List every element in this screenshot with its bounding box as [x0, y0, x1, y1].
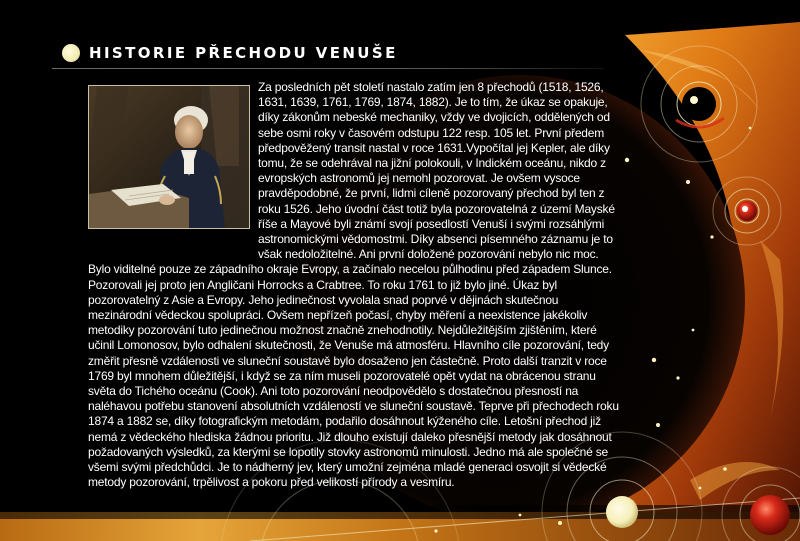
- planet-dark: [682, 87, 716, 121]
- article-text: Za posledních pět století nastalo zatím jen 8 přechodů (1518, 1526, 1631, 1639, 1761, 1769, 1874, 1882). Je to tím, že úkaz se opakuje, díky zákonům nebeské mechaniky, vždy ve dvojicích, oddělených od sebe osmi roky v časovém odstupu 122 resp. 105 let. První předem předpověžený transit nastal v roce 1631.Vypočítal jej Kepler, ale díky tomu, že se odehrával na jižní polokouli, v Indickém oceánu, nikdo z evropských astronomů jej nemohl pozorovat. Je ovšem vysoce pravděpodobné, že první, lidmi cíleně pozorovaný přechod byl ten z roku 1526. Jeho úvodní část totiž byla pozorovatelná z území Mayské říše a Mayové byli známí svojí posedlostí Venuší i svými rozsáhlými astronomickými vědomostmi. Díky absenci písemného záznamu je to však nedoložitelné. Ani první doložené pozorování nebylo nic moc. Bylo viditelné pouze ze západního okraje Evropy, a začínalo necelou půlhodinu před západem Slunce. Pozorovali jej proto jen Angličani Horrocks a Crabtree. To roku 1761 to již bylo jiné. Úkaz byl pozorovatelný z Asie a Evropy. Jeho jedinečnost vyvolala snad poprvé v dějinách skutečnou mezinárodní vědeckou spolupráci. Ovšem nepřízeň počasí, chyby měření a neexistence jakékoliv metodiky pozorování tuto jedinečnou možnost značně znehodnotily. Nejdůležitějším zjištěním, které učinil Lomonosov, bylo odhalení skutečnosti, že Venuše má atmosféru. Hlavního cíle pozorování, tedy změřit přesně vzdálenosti ve sluneční soustavě bylo dosaženo jen částečně. Proto další tranzit v roce 1769 byl mnohem důležitější, i když se za ním museli pozorovatelé opět vydat na obrácenou stranu světa do Tichého oceánu (Cook). Ani toto pozorování neodpovědělo s dostatečnou přesností na naléhavou potřebu stanovení absolutních vzdáleností ve sluneční soustavě. Teprve při přechodech roku 1874 a 1882 se, díky fotografickým metodám, podařilo dosáhnout kýženého cíle. Letošní přechod již nemá z vědeckého hlediska žádnou prioritu. Již dlouho existují daleko přesnější metody jak dosáhnout požadovaných výsledků, za kterými se lopotily stovky astronomů minulosti. Jedno má ale společné se všemi svými předchůdci. Je to nádherný jev, který umožní zejména mladé generaci osvojit si vědecké metody pozorování, trpělivost a pokoru před velikostí přírody a vesmíru.: [88, 80, 619, 490]
- planet-red-small-core: [742, 206, 748, 212]
- planet-red-large: [750, 495, 790, 535]
- page-header: [62, 42, 398, 64]
- planet-highlight: [690, 96, 698, 104]
- sun-ball: [606, 496, 638, 528]
- title-divider: [52, 68, 604, 69]
- article-body: [88, 80, 620, 490]
- portrait-spacer: [88, 80, 258, 258]
- page-title: HISTORIE PŘECHODU VENUŠE: [89, 44, 398, 62]
- title-bullet-icon: [62, 44, 80, 62]
